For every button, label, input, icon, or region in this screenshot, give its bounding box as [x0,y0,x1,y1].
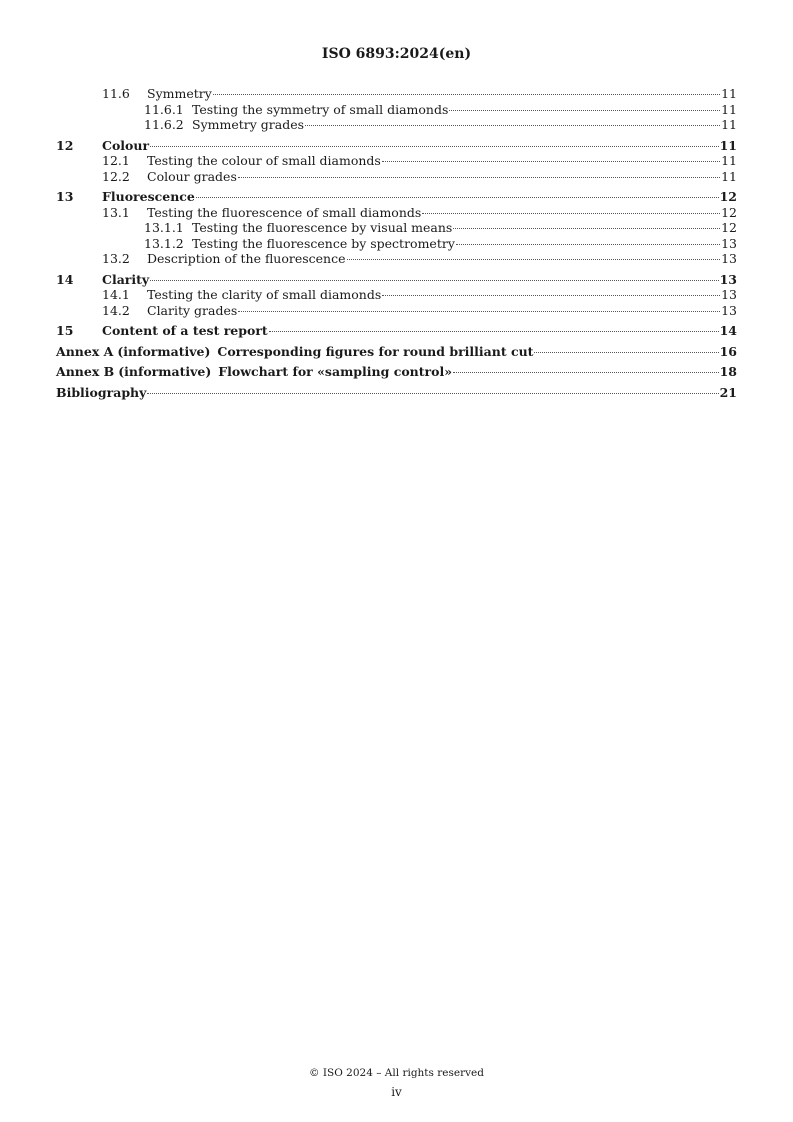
dot-leader [347,259,721,260]
dot-leader [238,311,720,312]
dot-leader [382,161,720,162]
toc-entry-13-1-2[interactable] [56,236,737,252]
toc-entry-bibliography[interactable] [56,385,737,401]
toc-entry-page: 18 [719,364,737,379]
toc-entry-number: 11.6.2 [144,117,184,132]
toc-entry-12-2[interactable] [56,169,737,185]
toc-entry-title: Clarity grades [147,302,238,318]
toc-entry-13-1-1[interactable] [56,220,737,236]
toc-entry-page: 11 [719,137,737,153]
toc-entry-page: 12 [721,204,737,220]
toc-entry-title: Bibliography [56,384,147,400]
toc-entry-14-1[interactable] [56,287,737,303]
toc-entry-page: 11 [721,153,737,168]
dot-leader [453,228,720,229]
toc-entry-number: 11.6.1 [144,101,184,117]
dot-leader [196,197,719,198]
toc-entry-page: 11 [721,168,737,184]
toc-entry-title: Description of the fluorescence [147,251,346,266]
toc-entry-11-6[interactable] [56,86,737,102]
annex-type: (informative) [118,364,212,379]
toc-entry-14-2[interactable] [56,303,737,319]
toc-entry-title: Testing the symmetry of small diamonds [192,101,449,117]
toc-entry-title: Testing the colour of small diamonds [147,153,381,168]
toc-entry-14[interactable] [56,272,737,288]
toc-entry-number: 12.2 [102,168,130,184]
toc-entry-title: Colour grades [147,168,237,184]
toc-entry-page: 12 [721,220,737,235]
annex-label: Annex B [56,364,115,379]
toc-entry-page: 21 [719,384,737,400]
toc-entry-title: Fluorescence [102,189,195,204]
toc-entry-number: 13.2 [102,251,130,266]
toc-entry-number: 12 [56,137,74,153]
toc-entry-page: 11 [721,117,737,132]
toc-entry-number: 13.1 [102,204,130,220]
toc-entry-number: 15 [56,323,74,338]
toc-entry-title: Colour [102,137,150,153]
toc-entry-annex-b[interactable] [56,364,737,380]
dot-leader [269,331,719,332]
toc-entry-number: 14.2 [102,302,130,318]
toc-entry-number: 11.6 [102,86,130,101]
dot-leader [382,295,720,296]
toc-entry-number: 13.1.2 [144,235,184,251]
dot-leader [150,146,719,147]
dot-leader [534,352,718,353]
dot-leader [305,125,720,126]
page-number: iv [391,1085,402,1099]
toc-entry-annex-a[interactable] [56,344,737,360]
table-of-contents [56,86,737,400]
toc-entry-11-6-2[interactable] [56,117,737,133]
toc-entry-title: Clarity [102,271,150,287]
toc-entry-page: 13 [721,235,737,251]
annex-label: Annex A [56,343,114,359]
dot-leader [456,244,720,245]
toc-entry-page: 13 [721,302,737,318]
toc-entry-13-2[interactable] [56,251,737,267]
toc-entry-title: Symmetry [147,86,212,101]
toc-entry-title: Content of a test report [102,323,268,338]
toc-entry-page: 16 [719,343,737,359]
toc-entry-page: 12 [719,189,737,204]
toc-entry-12[interactable] [56,138,737,154]
dot-leader [449,110,720,111]
toc-entry-page: 13 [721,287,737,302]
dot-leader [150,280,718,281]
toc-entry-page: 11 [721,86,737,101]
toc-entry-title: Flowchart for «sampling control» [218,364,453,379]
toc-entry-title: Testing the fluorescence by visual means [192,220,453,235]
toc-entry-page: 13 [721,251,737,266]
toc-entry-13[interactable] [56,189,737,205]
toc-entry-title: Testing the fluorescence of small diamonds [147,204,422,220]
toc-entry-page: 11 [721,101,737,117]
dot-leader [238,177,720,178]
toc-entry-number: 14.1 [102,287,130,302]
toc-entry-number: 12.1 [102,153,130,168]
toc-entry-title: Testing the fluorescence by spectrometry [192,235,455,251]
toc-entry-page: 13 [719,271,737,287]
annex-type: (informative) [117,343,211,359]
toc-entry-11-6-1[interactable] [56,102,737,118]
dot-leader [422,213,720,214]
toc-entry-15[interactable] [56,323,737,339]
toc-entry-number: 13.1.1 [144,220,184,235]
toc-entry-title: Corresponding figures for round brilliant cut [217,343,534,359]
copyright-notice: © ISO 2024 – All rights reserved [309,1067,484,1079]
toc-entry-12-1[interactable] [56,153,737,169]
running-header: ISO 6893:2024(en) [321,46,472,62]
toc-entry-page: 14 [719,323,737,338]
toc-entry-13-1[interactable] [56,205,737,221]
toc-entry-number: 14 [56,271,74,287]
dot-leader [147,393,718,394]
toc-entry-title: Symmetry grades [192,117,305,132]
toc-entry-title: Testing the clarity of small diamonds [147,287,382,302]
toc-entry-number: 13 [56,189,74,204]
dot-leader [213,94,720,95]
dot-leader [453,372,719,373]
